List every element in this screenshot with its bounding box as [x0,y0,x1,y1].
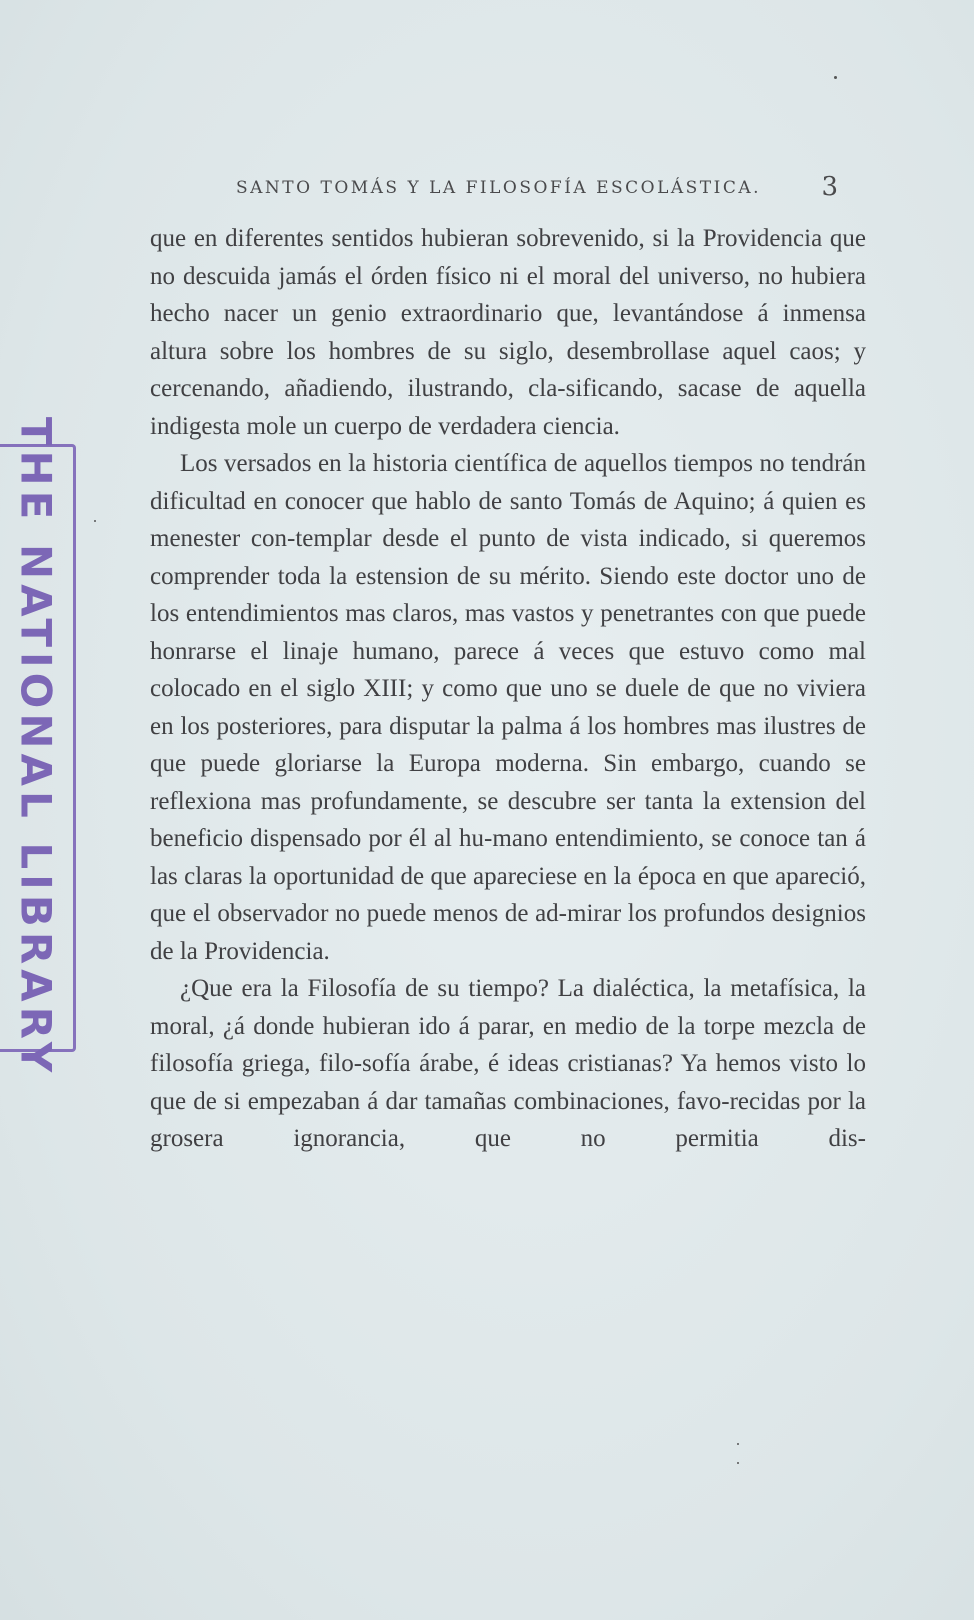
page-speck [737,1462,739,1464]
stamp-text: THE NATIONAL LIBRARY [11,416,61,1078]
page-speck [94,520,96,522]
running-title: SANTO TOMÁS Y LA FILOSOFÍA ESCOLÁSTICA. [236,178,762,198]
page-speck [737,1443,739,1445]
library-stamp [0,416,76,1078]
page-number: 3 [821,172,838,202]
body-text [150,220,866,1158]
paragraph-1: que en diferentes sentidos hubieran sobrevenido, si la Providencia que no descuida jamás el órden físico ni el moral del universo, no hubiera hecho nacer un genio extraordinario que, levantándose á inmensa altura sobre los hombres de su siglo, desembrollase aquel caos; y cercenando, añadiendo, ilustrando, cla-sificando, sacase de aquella indigesta mole un cuerpo de verdadera ciencia. [150,225,866,440]
running-header [236,172,846,202]
paragraph-3: ¿Que era la Filosofía de su tiempo? La dialéctica, la metafísica, la moral, ¿á donde hubieran ido á parar, en medio de la torpe mezcla de filosofía griega, filo-sofía árabe, é ideas cristianas? Ya hemos visto lo que de si empezaban á dar tamañas combinaciones, favo-recidas por la grosera ignorancia, que no permitia dis- [150,975,866,1152]
paragraph-2: Los versados en la historia científica de aquellos tiempos no tendrán dificultad en conocer que hablo de santo Tomás de Aquino; á quien es menester con-templar desde el punto de vista indicado, si queremos comprender toda la estension de su mérito. Siendo este doctor uno de los entendimientos mas claros, mas vastos y penetrantes con que puede honrarse el linaje humano, parece á veces que estuvo como mal colocado en el siglo XIII; y como que uno se duele de que no viviera en los posteriores, para disputar la palma á los hombres mas ilustres de que puede gloriarse la Europa moderna. Sin embargo, cuando se reflexiona mas profundamente, se descubre ser tanta la extension del beneficio dispensado por él al hu-mano entendimiento, se conoce tan á las claras la oportunidad de que apareciese en la época en que apareció, que el observador no puede menos de ad-mirar los profundos designios de la Providencia. [150,450,866,965]
page-speck [834,76,837,79]
